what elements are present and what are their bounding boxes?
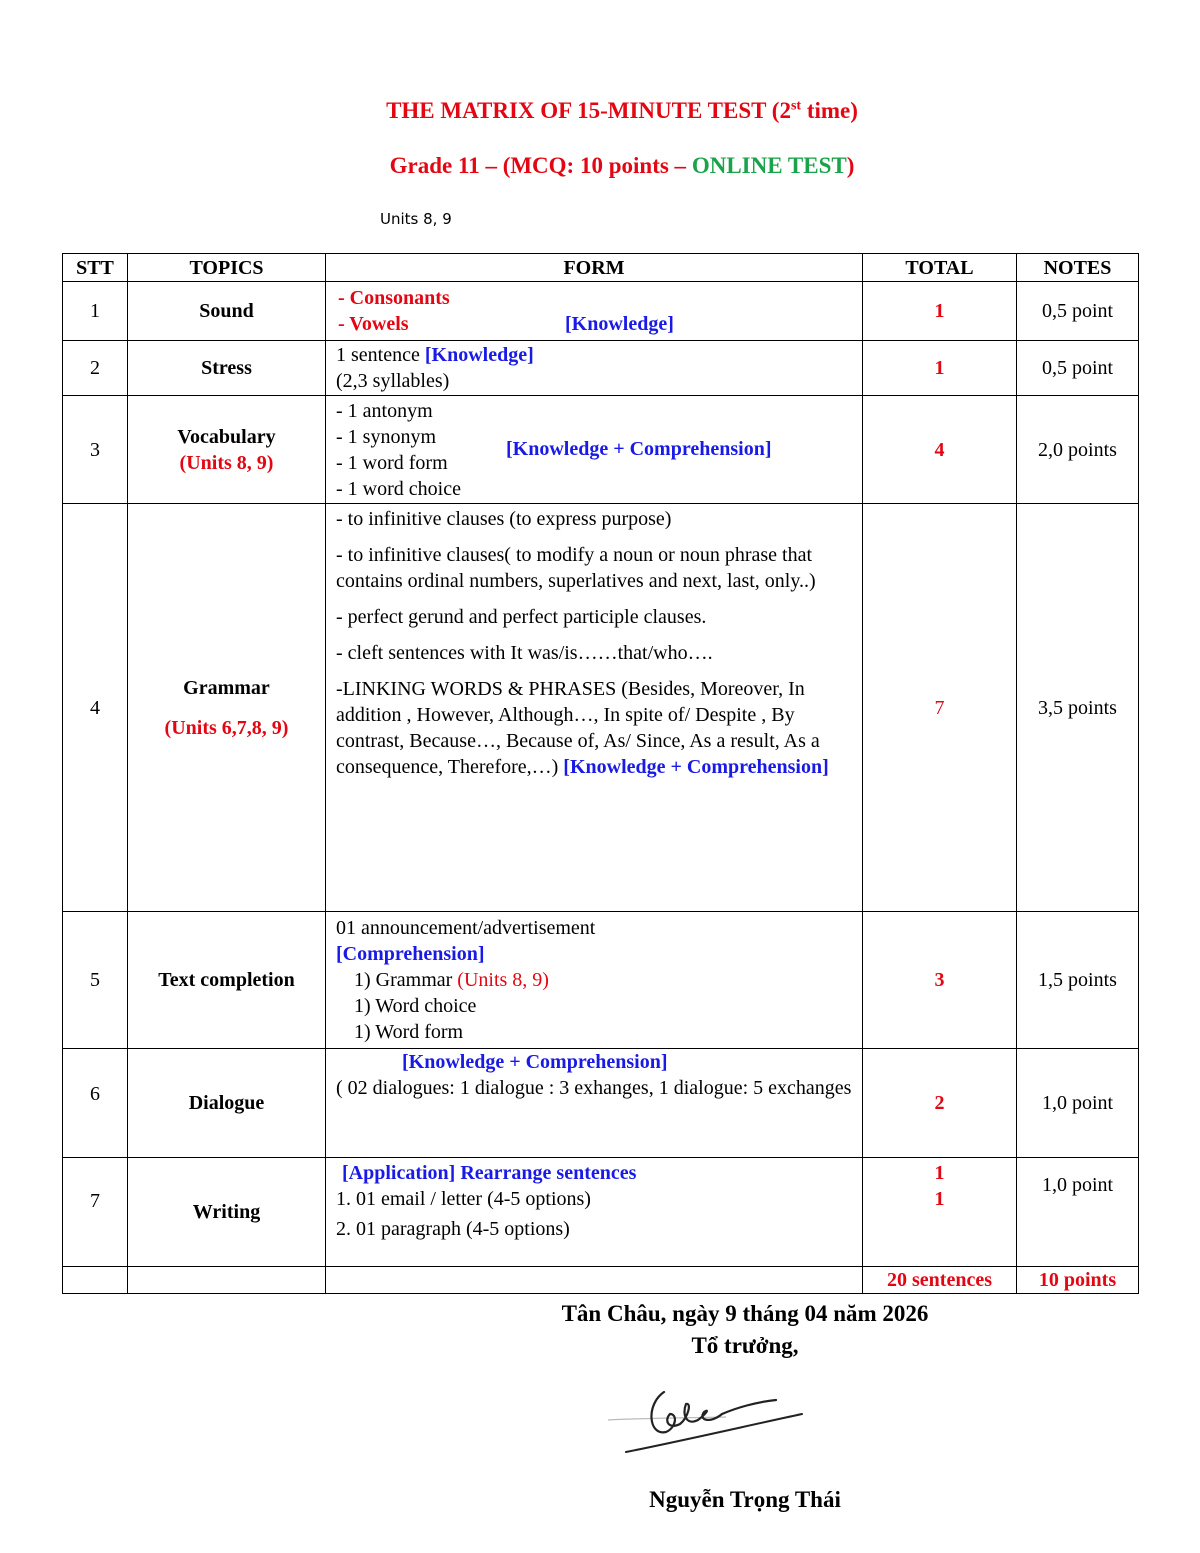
row-topic: Sound xyxy=(128,282,326,341)
footer-notes: 10 points xyxy=(1017,1267,1139,1294)
table-header-row xyxy=(63,254,1139,282)
signer-name: Nguyễn Trọng Thái xyxy=(649,1487,841,1512)
row-stt: 5 xyxy=(63,912,128,1049)
row-total: 1 xyxy=(863,341,1017,396)
row-topic: Grammar (Units 6,7,8, 9) xyxy=(128,504,326,912)
header-form: FORM xyxy=(326,254,863,282)
row-form: [Knowledge + Comprehension] ( 02 dialogues: 1 dialogue : 3 exhanges, 1 dialogue: 5 exchanges xyxy=(326,1049,863,1158)
header-total: TOTAL xyxy=(863,254,1017,282)
row-form: - Consonants - Vowels [Knowledge] xyxy=(326,282,863,341)
row-stt: 4 xyxy=(63,504,128,912)
row-notes: 3,5 points xyxy=(1017,504,1139,912)
table-row xyxy=(63,912,1139,1049)
row-stt: 6 xyxy=(63,1049,128,1158)
table-row xyxy=(63,504,1139,912)
row-topic: Writing xyxy=(128,1158,326,1267)
table-row xyxy=(63,341,1139,396)
row-form: [Application] Rearrange sentences 1. 01 email / letter (4-5 options) 2. 01 paragraph (4-5 options) xyxy=(326,1158,863,1267)
row-stt: 3 xyxy=(63,396,128,504)
row-stt: 7 xyxy=(63,1158,128,1267)
row-notes: 1,5 points xyxy=(1017,912,1139,1049)
row-topic: Text completion xyxy=(128,912,326,1049)
row-notes: 1,0 point xyxy=(1017,1158,1139,1267)
table-row xyxy=(63,1158,1139,1267)
row-total: 1 1 xyxy=(863,1158,1017,1267)
row-total: 4 xyxy=(863,396,1017,504)
handwritten-signature xyxy=(606,1374,816,1464)
row-form: 01 announcement/advertisement [Comprehension] 1) Grammar (Units 8, 9) 1) Word choice 1) Word form xyxy=(326,912,863,1049)
online-test-label: ONLINE TEST xyxy=(691,153,847,178)
row-topic: Vocabulary (Units 8, 9) xyxy=(128,396,326,504)
row-total: 1 xyxy=(863,282,1017,341)
row-stt: 1 xyxy=(63,282,128,341)
units-label: Units 8, 9 xyxy=(380,210,452,228)
page-title: THE MATRIX OF 15-MINUTE TEST (2st time) xyxy=(386,98,858,123)
row-notes: 0,5 point xyxy=(1017,341,1139,396)
signer-role: Tổ trưởng, xyxy=(691,1333,799,1358)
table-row xyxy=(63,1049,1139,1158)
matrix-table xyxy=(62,253,1139,1294)
row-topic: Dialogue xyxy=(128,1049,326,1158)
row-notes: 2,0 points xyxy=(1017,396,1139,504)
table-row xyxy=(63,282,1139,341)
row-topic: Stress xyxy=(128,341,326,396)
table-footer-row xyxy=(63,1267,1139,1294)
page-subtitle: Grade 11 – (MCQ: 10 points – ONLINE TEST) xyxy=(389,153,855,178)
place-date: Tân Châu, ngày 9 tháng 04 năm 2026 xyxy=(561,1301,929,1326)
header-notes: NOTES xyxy=(1017,254,1139,282)
footer-total: 20 sentences xyxy=(863,1267,1017,1294)
row-form: 1 sentence [Knowledge] (2,3 syllables) xyxy=(326,341,863,396)
row-total: 2 xyxy=(863,1049,1017,1158)
row-form: - to infinitive clauses (to express purpose) - to infinitive clauses( to modify a noun or noun phrase that contains ordinal numbers, superlatives and next, last, only..) - perfect gerund and perfect participle clauses. - cleft sentences with It was/is……that/who…. -LINKING WORDS & PHRASES (Besides, Moreover, In addition , However, Although…, In spite of/ Despite , By contrast, Because…, Because of, As/ Since, As a result, As a consequence, Therefore,…) [Knowledge + Comprehension] xyxy=(326,504,863,912)
header-stt: STT xyxy=(63,254,128,282)
row-notes: 1,0 point xyxy=(1017,1049,1139,1158)
table-row xyxy=(63,396,1139,504)
row-form: - 1 antonym - 1 synonym - 1 word form - 1 word choice [Knowledge + Comprehension] xyxy=(326,396,863,504)
row-total: 3 xyxy=(863,912,1017,1049)
header-topics: TOPICS xyxy=(128,254,326,282)
row-notes: 0,5 point xyxy=(1017,282,1139,341)
row-stt: 2 xyxy=(63,341,128,396)
row-total: 7 xyxy=(863,504,1017,912)
